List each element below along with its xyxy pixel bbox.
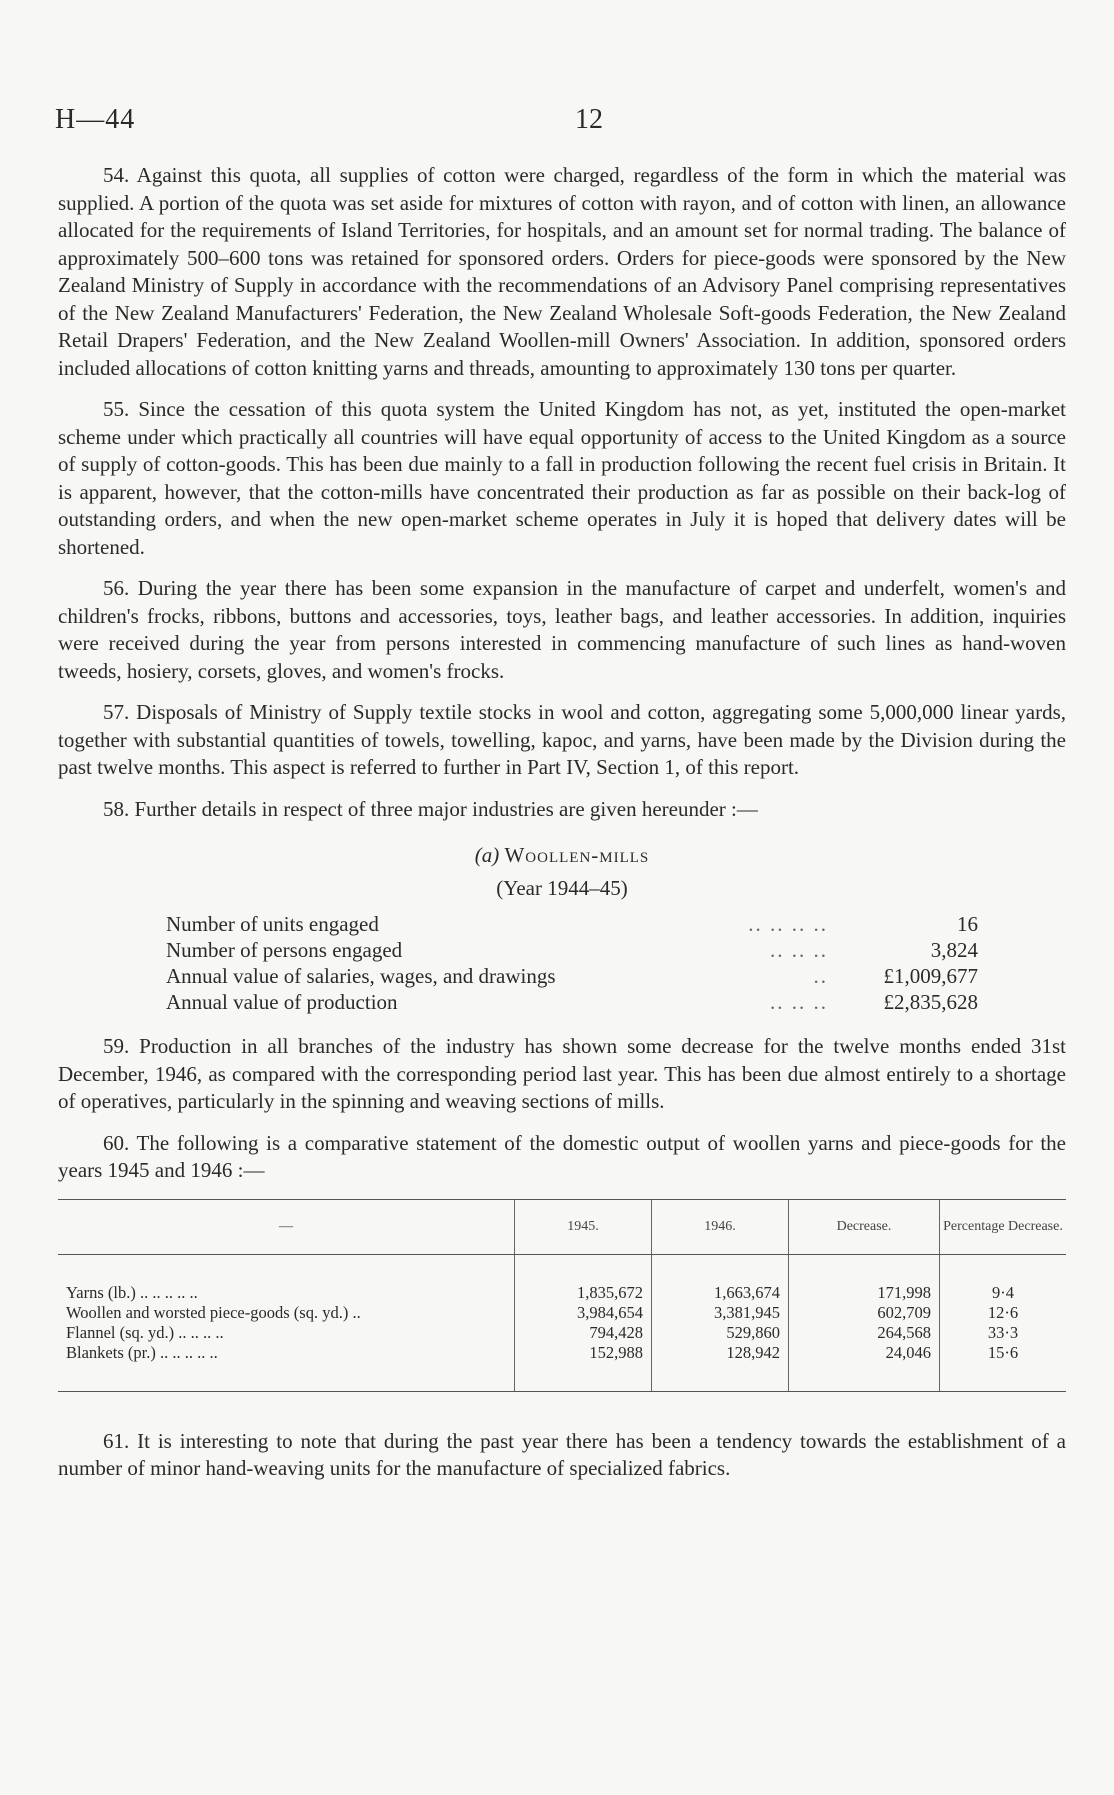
value-1946: 128,942 xyxy=(652,1343,789,1392)
header-cell: — xyxy=(58,1199,515,1254)
stat-value: 3,824 xyxy=(930,938,978,962)
table-row xyxy=(58,1343,1066,1392)
stat-row xyxy=(166,937,978,963)
header-cell: 1945. xyxy=(515,1199,652,1254)
paragraph-55: 55. Since the cessation of this quota system the United Kingdom has not, as yet, instituted the open-market scheme under which practically all countries will have equal opportunity of access to the United Kingdom as a source of supply of cotton-goods. This has been due mainly to a fall in production following the recent fuel crisis in Britain. It is apparent, however, that the cotton-mills have concentrated their production as far as possible on their back-log of outstanding orders, and when the new open-market scheme operates in July it is hoped that delivery dates will be shortened. xyxy=(58,397,1066,559)
woollen-mills-statistics xyxy=(166,911,978,1015)
section-heading-woollen-mills xyxy=(58,841,1066,870)
stat-value: 16 xyxy=(957,912,978,936)
stat-row xyxy=(166,911,978,937)
value-percentage: 9·4 xyxy=(940,1254,1067,1303)
stat-row xyxy=(166,989,978,1015)
row-label: Blankets (pr.) .. .. .. .. .. xyxy=(58,1343,515,1392)
section-marker: (a) xyxy=(474,843,500,867)
value-1946: 3,381,945 xyxy=(652,1303,789,1323)
table-row xyxy=(58,1254,1066,1303)
page-number: 12 xyxy=(575,104,603,135)
value-1946: 1,663,674 xyxy=(652,1254,789,1303)
paragraph-58: 58. Further details in respect of three major industries are given hereunder :— xyxy=(103,796,758,821)
header-cell: Percentage Decrease. xyxy=(940,1199,1067,1254)
comparison-table xyxy=(58,1199,1066,1392)
paragraph-56: 56. During the year there has been some expansion in the manufacture of carpet and underfelt, women's and children's frocks, ribbons, buttons and accessories, toys, leather bags, and leather accessories. In addition, inquiries were received during the year from persons interested in commencing manufacture of such lines as hand-woven tweeds, hosiery, corsets, gloves, and women's frocks. xyxy=(58,576,1066,683)
row-label: Woollen and worsted piece-goods (sq. yd.) .. xyxy=(66,1302,361,1322)
header-cell: Decrease. xyxy=(789,1199,940,1254)
table-row xyxy=(58,1323,1066,1343)
stat-label: Annual value of salaries, wages, and drawings xyxy=(166,964,556,988)
value-decrease: 171,998 xyxy=(789,1254,940,1303)
leader-dots: .. .. .. xyxy=(770,938,828,962)
row-label: Yarns (lb.) .. .. .. .. .. xyxy=(66,1282,198,1302)
stat-label: Number of units engaged xyxy=(166,912,379,936)
paragraph-59: 59. Production in all branches of the industry has shown some decrease for the twelve months ended 31st December, 1946, as compared with the corresponding period last year. This has been due almost entirely to a shortage of operatives, particularly in the spinning and weaving sections of mills. xyxy=(58,1034,1066,1113)
value-percentage: 33·3 xyxy=(940,1323,1067,1343)
value-1945: 1,835,672 xyxy=(515,1254,652,1303)
table-row xyxy=(58,1303,1066,1323)
paragraph-60: 60. The following is a comparative statement of the domestic output of woollen yarns and piece-goods for the years 1945 and 1946 :— xyxy=(58,1130,1066,1182)
value-decrease: 602,709 xyxy=(789,1303,940,1323)
body-text xyxy=(58,162,1066,1497)
section-title: Woollen-mills xyxy=(504,843,650,867)
leader-dots: .. .. .. .. xyxy=(748,912,828,936)
row-label: Flannel (sq. yd.) .. .. .. .. xyxy=(66,1322,224,1342)
table-header-row xyxy=(58,1199,1066,1254)
stat-label: Annual value of production xyxy=(166,990,398,1014)
header-cell: 1946. xyxy=(652,1199,789,1254)
section-subtitle: (Year 1944–45) xyxy=(496,876,628,900)
stat-label: Number of persons engaged xyxy=(166,938,403,962)
value-decrease: 264,568 xyxy=(789,1323,940,1343)
value-decrease: 24,046 xyxy=(789,1343,940,1392)
stat-value: £2,835,628 xyxy=(883,990,978,1014)
paragraph-61: 61. It is interesting to note that during the past year there has been a tendency towards the establishment of a number of minor hand-weaving units for the manufacture of specialized fabrics. xyxy=(58,1428,1066,1480)
value-1945: 794,428 xyxy=(515,1323,652,1343)
page-header xyxy=(55,104,1065,144)
stat-value: £1,009,677 xyxy=(883,964,978,988)
value-1945: 3,984,654 xyxy=(515,1303,652,1323)
value-1945: 152,988 xyxy=(515,1343,652,1392)
stat-row xyxy=(166,963,978,989)
value-percentage: 12·6 xyxy=(940,1303,1067,1323)
leader-dots: .. xyxy=(813,964,828,988)
value-percentage: 15·6 xyxy=(940,1343,1067,1392)
leader-dots: .. .. .. xyxy=(770,990,828,1014)
document-reference: H—44 xyxy=(55,104,136,135)
value-1946: 529,860 xyxy=(652,1323,789,1343)
paragraph-57: 57. Disposals of Ministry of Supply textile stocks in wool and cotton, aggregating some 5,000,000 linear yards, together with substantial quantities of towels, towelling, kapoc, and yarns, have been made by the Division during the past twelve months. This aspect is referred to further in Part IV, Section 1, of this report. xyxy=(58,700,1066,779)
paragraph-54: 54. Against this quota, all supplies of cotton were charged, regardless of the form in which the material was supplied. A portion of the quota was set aside for mixtures of cotton with rayon, and of cotton with linen, an allowance allocated for the requirements of Island Territories, for hospitals, and an amount set for normal trading. The balance of approximately 500–600 tons was retained for sponsored orders. Orders for piece-goods were sponsored by the New Zealand Ministry of Supply in accordance with the recommendations of an Advisory Panel comprising representatives of the New Zealand Manufacturers' Federation, the New Zealand Wholesale Soft-goods Federation, the New Zealand Retail Drapers' Federation, and the New Zealand Woollen-mill Owners' Association. In addition, sponsored orders included allocations of cotton knitting yarns and threads, amounting to approximately 130 tons per quarter. xyxy=(58,163,1066,380)
